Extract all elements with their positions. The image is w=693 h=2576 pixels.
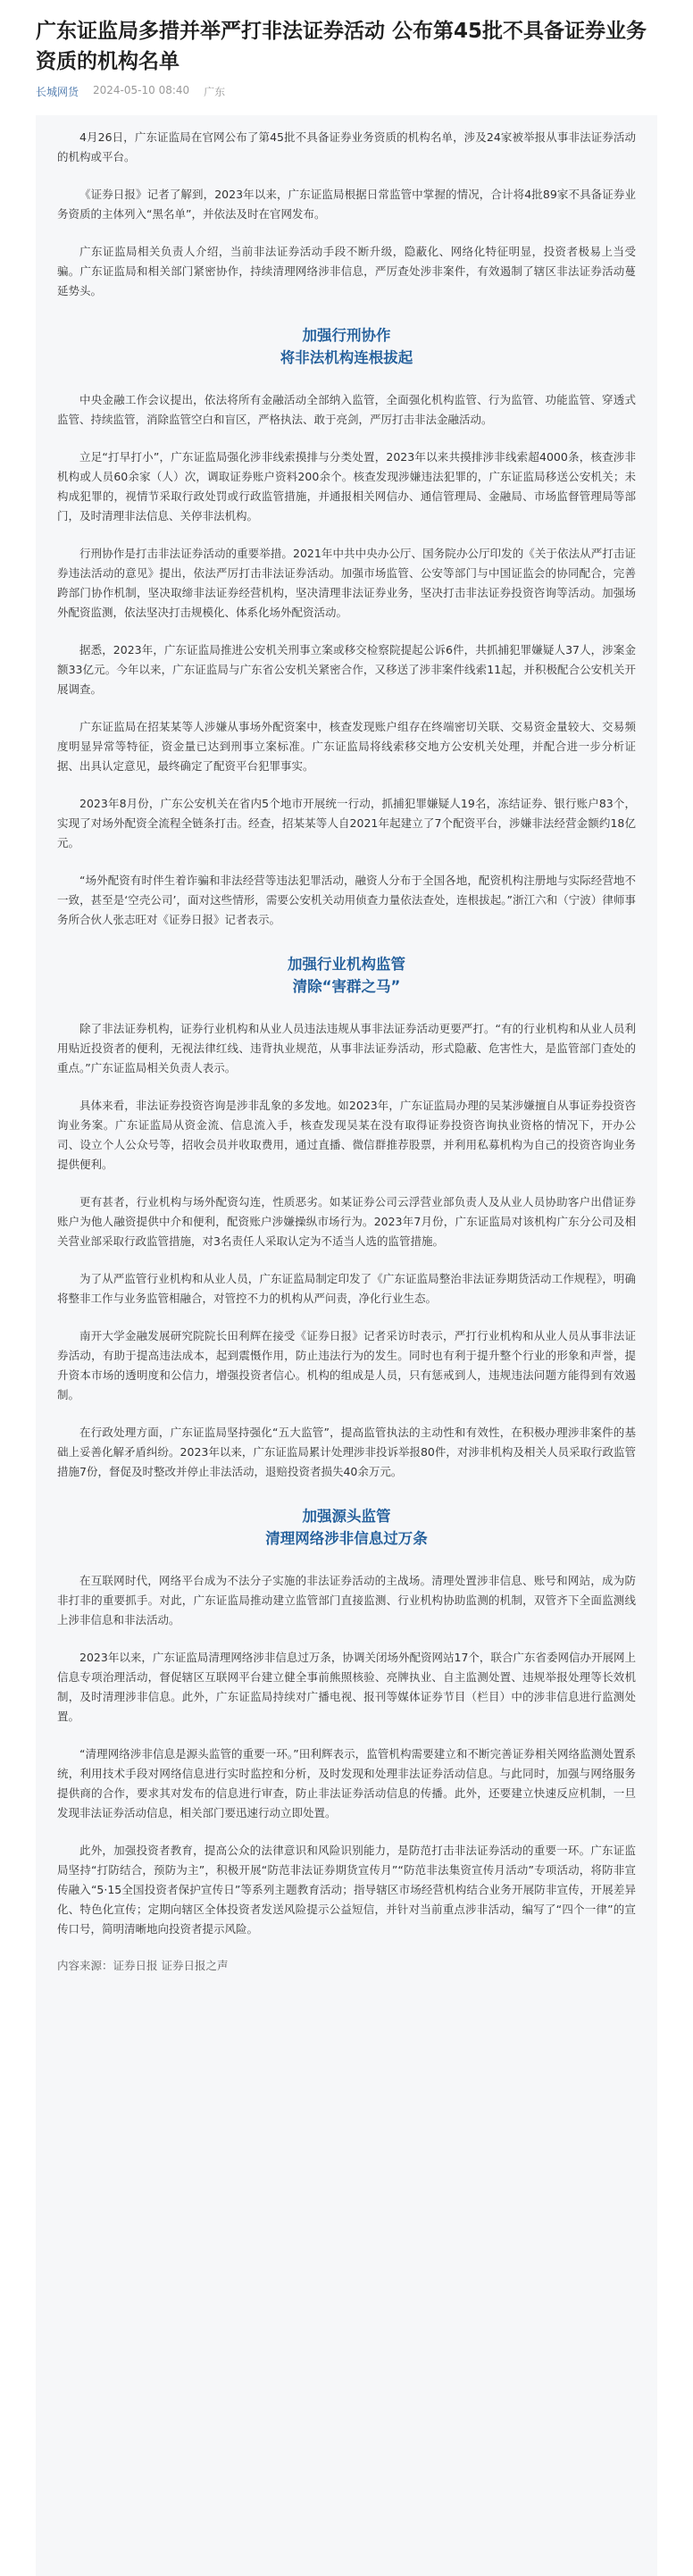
article-paragraph: 在互联网时代，网络平台成为不法分子实施的非法证券活动的主战场。清理处置涉非信息、账号和网站，成为防非打非的重要抓手。对此，广东证监局推动建立监管部门直接监测、行业机构协助监测的机制，双管齐下全面监测线上涉非信息和非法活动。 — [57, 1574, 636, 1627]
section-heading-line: 加强行刑协作 — [302, 327, 391, 344]
article-paragraph: “场外配资有时伴生着诈骗和非法经营等违法犯罪活动，融资人分布于全国各地，配资机构注册地与实际经营地不一致，甚至是‘空壳公司’，面对这些情形，需要公安机关动用侦查力量依法查处，连根拔起。”浙江六和（宁波）律师事务所合伙人张志旺对《证券日报》记者表示。 — [57, 874, 636, 926]
content-source-note: 内容来源：证券日报 证券日报之声 — [57, 1959, 229, 1972]
article-source[interactable]: 长城网货 — [36, 86, 79, 98]
article-paragraph: 此外，加强投资者教育，提高公众的法律意识和风险识别能力，是防范打击非法证券活动的重要一环。广东证监局坚持“打防结合，预防为主”，积极开展“防范非法证券期货宣传月”“防范非法集资宣传月活动”专项活动，将防非宣传融入“5·15全国投资者保护宣传日”等系列主题教育活动；指导辖区市场经营机构结合业务开展防非宣传，开展差异化、特色化宣传；定期向辖区全体投资者发送风险提示公益短信，并针对当前重点涉非活动，编写了“四个一律”的宣传口号，简明清晰地向投资者提示风险。 — [57, 1844, 636, 1936]
section-heading-line: 将非法机构连根拔起 — [280, 349, 413, 366]
article-paragraph: 为了从严监管行业机构和从业人员，广东证监局制定印发了《广东证监局整治非法证券期货活动工作规程》，明确将整非工作与业务监管相融合，对管控不力的机构从严问责，净化行业生态。 — [57, 1272, 636, 1305]
article-paragraph: 2023年8月份，广东公安机关在省内5个地市开展统一行动，抓捕犯罪嫌疑人19名，冻结证券、银行账户83个，实现了对场外配资全流程全链条打击。经查，招某某等人自2021年起建立了7个配资平台，涉嫌非法经营金额约18亿元。 — [57, 797, 636, 849]
article-paragraph: 《证券日报》记者了解到，2023年以来，广东证监局根据日常监管中掌握的情况，合计将4批89家不具备证券业务资质的主体列入“黑名单”，并依法及时在官网发布。 — [57, 188, 636, 221]
article-paragraph: 行刑协作是打击非法证券活动的重要举措。2021年中共中央办公厅、国务院办公厅印发的《关于依法从严打击证券违法活动的意见》提出，依法严厉打击非法证券活动。加强市场监管、公安等部门与中国证监会的协同配合，完善跨部门协作机制，坚决取缔非法证券经营机构，坚决清理非法证券业务，坚决打击非法证券投资咨询等活动。加强场外配资监测，依法坚决打击规模化、体系化场外配资活动。 — [57, 547, 636, 619]
section-heading — [57, 324, 636, 369]
article-location: 广东 — [204, 86, 226, 98]
article-paragraph: 具体来看，非法证券投资咨询是涉非乱象的多发地。如2023年，广东证监局办理的吴某涉嫌擅自从事证券投资咨询业务案。广东证监局从资金流、信息流入手，核查发现吴某在没有取得证券投资咨询执业资格的情况下，开办公司、设立个人公众号等，招收会员并收取费用，通过直播、微信群推荐股票，并利用私募机构为自己的投资咨询业务提供便利。 — [57, 1099, 636, 1171]
section-heading-line: 清除“害群之马” — [292, 978, 401, 995]
article-datetime: 2024-05-10 08:40 — [93, 84, 190, 96]
article-paragraph: 立足“打早打小”，广东证监局强化涉非线索摸排与分类处置，2023年以来共摸排涉非线索超4000条，核查涉非机构或人员60余家（人）次，调取证券账户资料200余个。核查发现涉嫌违法犯罪的，广东证监局移送公安机关；未构成犯罪的，视情节采取行政处罚或行政监管措施，并通报相关网信办、通信管理局、金融局、市场监督管理局等部门，及时清理非法信息、关停非法机构。 — [57, 450, 636, 523]
section-heading — [57, 953, 636, 998]
section-heading-line: 加强源头监管 — [302, 1508, 391, 1525]
article-paragraph: “清理网络涉非信息是源头监管的重要一环。”田利辉表示，监管机构需要建立和不断完善证券相关网络监测处置系统，利用技术手段对网络信息进行实时监控和分析，及时发现和处理非法证券活动信息。与此同时，加强与网络服务提供商的合作，要求其对发布的信息进行审查，防止非法证券活动信息的传播。此外，还要建立快速反应机制，一旦发现非法证券活动信息，相关部门要迅速行动立即处置。 — [57, 1747, 636, 1819]
section-heading-line: 清理网络涉非信息过万条 — [265, 1530, 428, 1547]
article-paragraph: 中央金融工作会议提出，依法将所有金融活动全部纳入监管，全面强化机构监管、行为监管、功能监管、穿透式监管、持续监管，消除监管空白和盲区，严格执法、敢于亮剑，严厉打击非法金融活动。 — [57, 393, 636, 426]
article-paragraph: 广东证监局在招某某等人涉嫌从事场外配资案中，核查发现账户组存在终端密切关联、交易资金量较大、交易频度明显异常等特征，资金量已达到刑事立案标准。广东证监局将线索移交地方公安机关处理，并配合进一步分析证据、出具认定意见，最终确定了配资平台犯罪事实。 — [57, 720, 636, 773]
article-paragraph: 4月26日，广东证监局在官网公布了第45批不具备证券业务资质的机构名单，涉及24家被举报从事非法证券活动的机构或平台。 — [57, 130, 636, 163]
article-paragraph: 除了非法证券机构，证券行业机构和从业人员违法违规从事非法证券活动更要严打。“有的行业机构和从业人员利用贴近投资者的便利，无视法律红线、违背执业规范，从事非法证券活动，形式隐蔽、危害性大，是监管部门查处的重点。”广东证监局相关负责人表示。 — [57, 1022, 636, 1075]
article-paragraph: 在行政处理方面，广东证监局坚持强化“五大监管”，提高监管执法的主动性和有效性，在积极办理涉非案件的基础上妥善化解矛盾纠纷。2023年以来，广东证监局累计处理涉非投诉举报80件，对涉非机构及相关人员采取行政监管措施7份，督促及时整改并停止非法活动，退赔投资者损失40余万元。 — [57, 1426, 636, 1478]
article-paragraph: 据悉，2023年，广东证监局推进公安机关刑事立案或移交检察院提起公诉6件，共抓捕犯罪嫌疑人37人，涉案金额33亿元。今年以来，广东证监局与广东省公安机关紧密合作，又移送了涉非案件线索11起，并积极配合公安机关开展调查。 — [57, 643, 636, 696]
article-paragraph: 广东证监局相关负责人介绍，当前非法证券活动手段不断升级，隐蔽化、网络化特征明显，投资者极易上当受骗。广东证监局和相关部门紧密协作，持续清理网络涉非信息，严厉查处涉非案件，有效遏制了辖区非法证券活动蔓延势头。 — [57, 245, 636, 297]
article-meta — [36, 84, 657, 99]
article-title: 广东证监局多措并举严打非法证券活动 公布第45批不具备证券业务资质的机构名单 — [36, 20, 647, 73]
article-content — [57, 128, 636, 1939]
article-paragraph: 南开大学金融发展研究院院长田利辉在接受《证券日报》记者采访时表示，严打行业机构和从业人员从事非法证券活动，有助于提高违法成本，起到震慑作用，防止违法行为的发生。同时也有利于提升整个行业的形象和声誉，提升资本市场的透明度和公信力，增强投资者信心。机构的组成是人员，只有惩戒到人，违规违法问题方能得到有效遏制。 — [57, 1329, 636, 1401]
article-body — [36, 115, 657, 2576]
article-paragraph: 更有甚者，行业机构与场外配资勾连，性质恶劣。如某证券公司云浮营业部负责人及从业人员协助客户出借证券账户为他人融资提供中介和便利，配资账户涉嫌操纵市场行为。2023年7月份，广东证监局对该机构广东分公司及相关营业部采取行政监管措施，对3名责任人采取认定为不适当人选的监管措施。 — [57, 1195, 636, 1248]
section-heading-line: 加强行业机构监管 — [288, 956, 405, 973]
section-heading — [57, 1505, 636, 1550]
article-paragraph: 2023年以来，广东证监局清理网络涉非信息过万条，协调关闭场外配资网站17个，联合广东省委网信办开展网上信息专项治理活动，督促辖区互联网平台建立健全事前熊照核验、亮牌执业、自主监测处置、违规举报处理等长效机制，及时清理涉非信息。此外，广东证监局持续对广播电视、报刊等媒体证券节目（栏目）中的涉非信息进行监测处置。 — [57, 1651, 636, 1723]
